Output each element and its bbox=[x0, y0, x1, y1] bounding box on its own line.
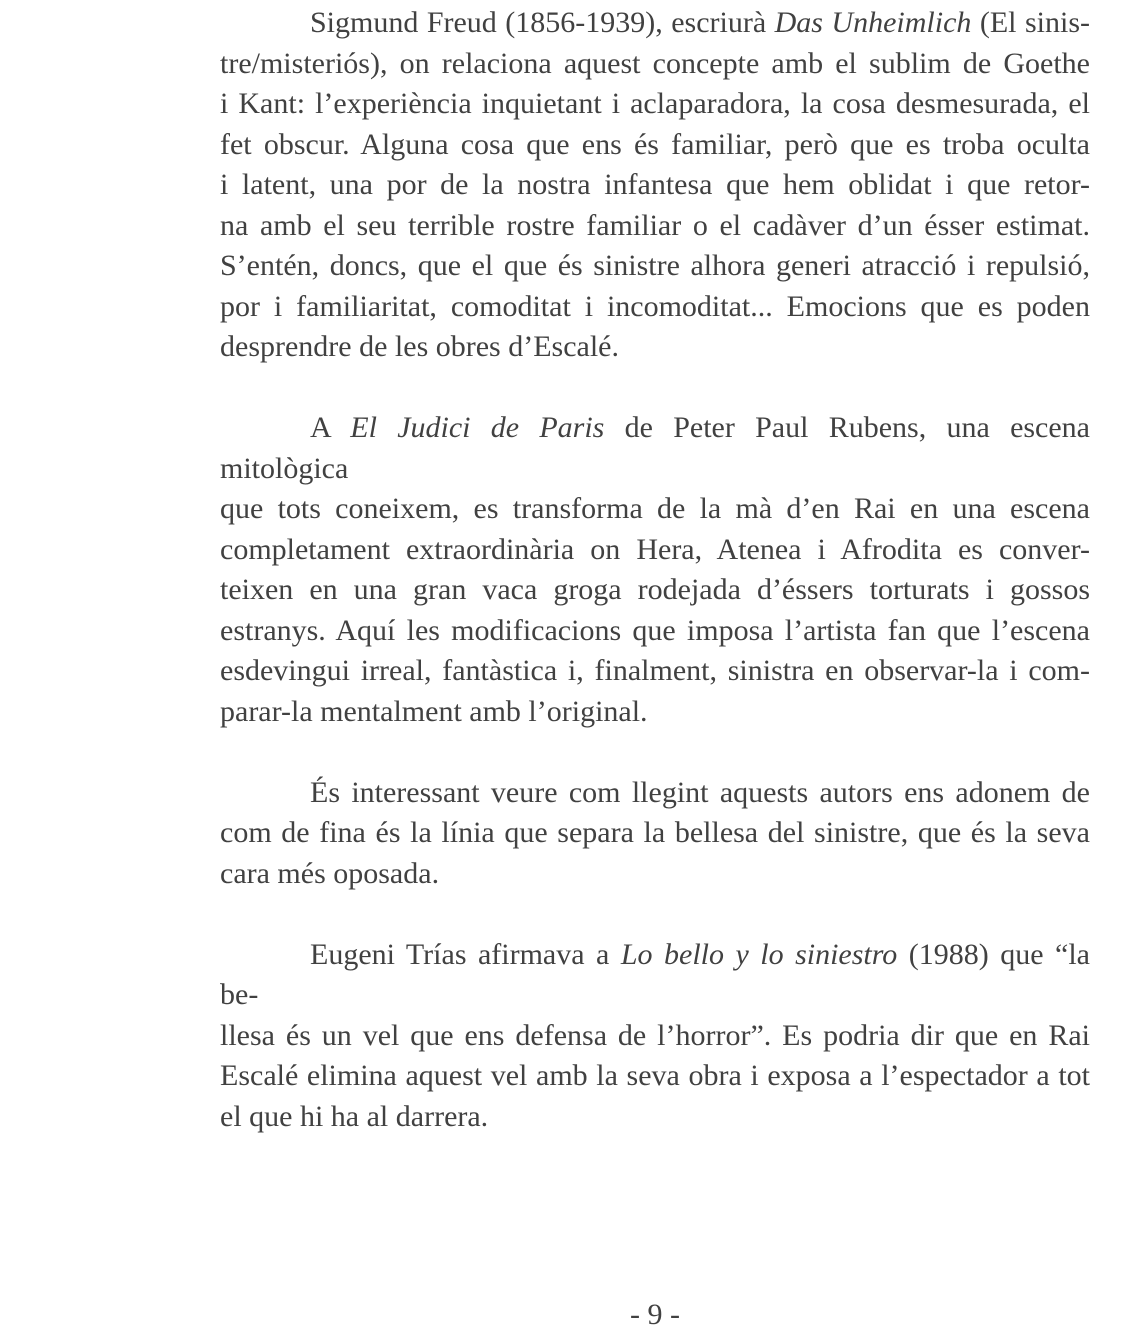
text-run: por i familiaritat, comoditat i incomoditat... Emocions que es poden bbox=[220, 289, 1090, 323]
text-run: fet obscur. Alguna cosa que ens és familiar, però que es troba oculta bbox=[220, 127, 1090, 161]
text-run: i Kant: l’experiència inquietant i aclaparadora, la cosa desmesurada, el bbox=[220, 87, 1090, 120]
paragraph bbox=[220, 3, 1090, 368]
text-run: (El sinis- bbox=[971, 6, 1090, 39]
text-run: llesa és un vel que ens defensa de l’horror”. Es podria dir que en Rai bbox=[220, 1018, 1090, 1052]
text-line bbox=[220, 44, 1090, 85]
text-run: (1988) que “la be- bbox=[220, 937, 1091, 1011]
text-run: Sigmund Freud (1856-1939), escriurà bbox=[310, 6, 775, 39]
text-run: na amb el seu terrible rostre familiar o el cadàver d’un ésser estimat. bbox=[220, 208, 1090, 242]
text-line bbox=[220, 813, 1090, 854]
text-line bbox=[220, 327, 1090, 368]
text-run: de Peter Paul Rubens, una escena mitològica bbox=[220, 411, 1091, 485]
text-run: A bbox=[310, 411, 351, 444]
text-line bbox=[220, 935, 1090, 1016]
italic-text-run: El Judici de Paris bbox=[350, 411, 605, 444]
text-run: i latent, una por de la nostra infantesa que hem oblidat i que retor- bbox=[220, 168, 1090, 201]
text-run: el que hi ha al darrera. bbox=[220, 1099, 489, 1133]
text-run: S’entén, doncs, que el que és sinistre alhora generi atracció i repulsió, bbox=[220, 249, 1090, 282]
text-line bbox=[220, 773, 1090, 814]
text-run: que tots coneixem, es transforma de la mà d’en Rai en una escena bbox=[220, 492, 1090, 525]
text-run: estranys. Aquí les modificacions que imposa l’artista fan que l’escena bbox=[220, 613, 1090, 647]
text-run: teixen en una gran vaca groga rodejada d’éssers torturats i gossos bbox=[220, 573, 1090, 606]
italic-text-run: Das Unheimlich bbox=[774, 6, 972, 39]
text-run: completament extraordinària on Hera, Atenea i Afrodita es conver- bbox=[220, 532, 1090, 566]
paragraph bbox=[220, 408, 1090, 732]
text-block bbox=[220, 3, 1090, 1137]
text-line bbox=[220, 651, 1090, 692]
paragraph bbox=[220, 773, 1090, 895]
text-line bbox=[220, 246, 1090, 287]
text-line bbox=[220, 408, 1090, 489]
text-line bbox=[220, 530, 1090, 571]
text-line bbox=[220, 165, 1090, 206]
text-run: cara més oposada. bbox=[220, 856, 440, 890]
text-line bbox=[220, 854, 1090, 895]
italic-text-run: Lo bello y lo siniestro bbox=[620, 937, 898, 971]
text-line bbox=[220, 570, 1090, 611]
text-line bbox=[220, 287, 1090, 328]
text-line bbox=[220, 84, 1090, 125]
text-line bbox=[220, 206, 1090, 247]
paragraph bbox=[220, 935, 1090, 1138]
text-line bbox=[220, 692, 1090, 733]
page-number: - 9 - bbox=[630, 1298, 680, 1331]
text-run: com de fina és la línia que separa la bellesa del sinistre, que és la seva bbox=[220, 816, 1090, 849]
text-run: desprendre de les obres d’Escalé. bbox=[220, 330, 619, 363]
text-run: tre/misteriós), on relaciona aquest concepte amb el sublim de Goethe bbox=[220, 46, 1090, 80]
text-line bbox=[220, 3, 1090, 44]
text-line bbox=[220, 1016, 1090, 1057]
text-line bbox=[220, 489, 1090, 530]
text-run: Escalé elimina aquest vel amb la seva obra i exposa a l’espectador a tot bbox=[220, 1059, 1090, 1092]
text-run: Eugeni Trías afirmava a bbox=[310, 937, 621, 971]
text-line bbox=[220, 1097, 1090, 1138]
text-run: És interessant veure com llegint aquests autors ens adonem de bbox=[310, 775, 1090, 809]
text-run: parar-la mentalment amb l’original. bbox=[220, 694, 648, 728]
text-run: esdevingui irreal, fantàstica i, finalment, sinistra en observar-la i com- bbox=[220, 654, 1090, 687]
text-line bbox=[220, 125, 1090, 166]
text-line bbox=[220, 1056, 1090, 1097]
text-line bbox=[220, 611, 1090, 652]
